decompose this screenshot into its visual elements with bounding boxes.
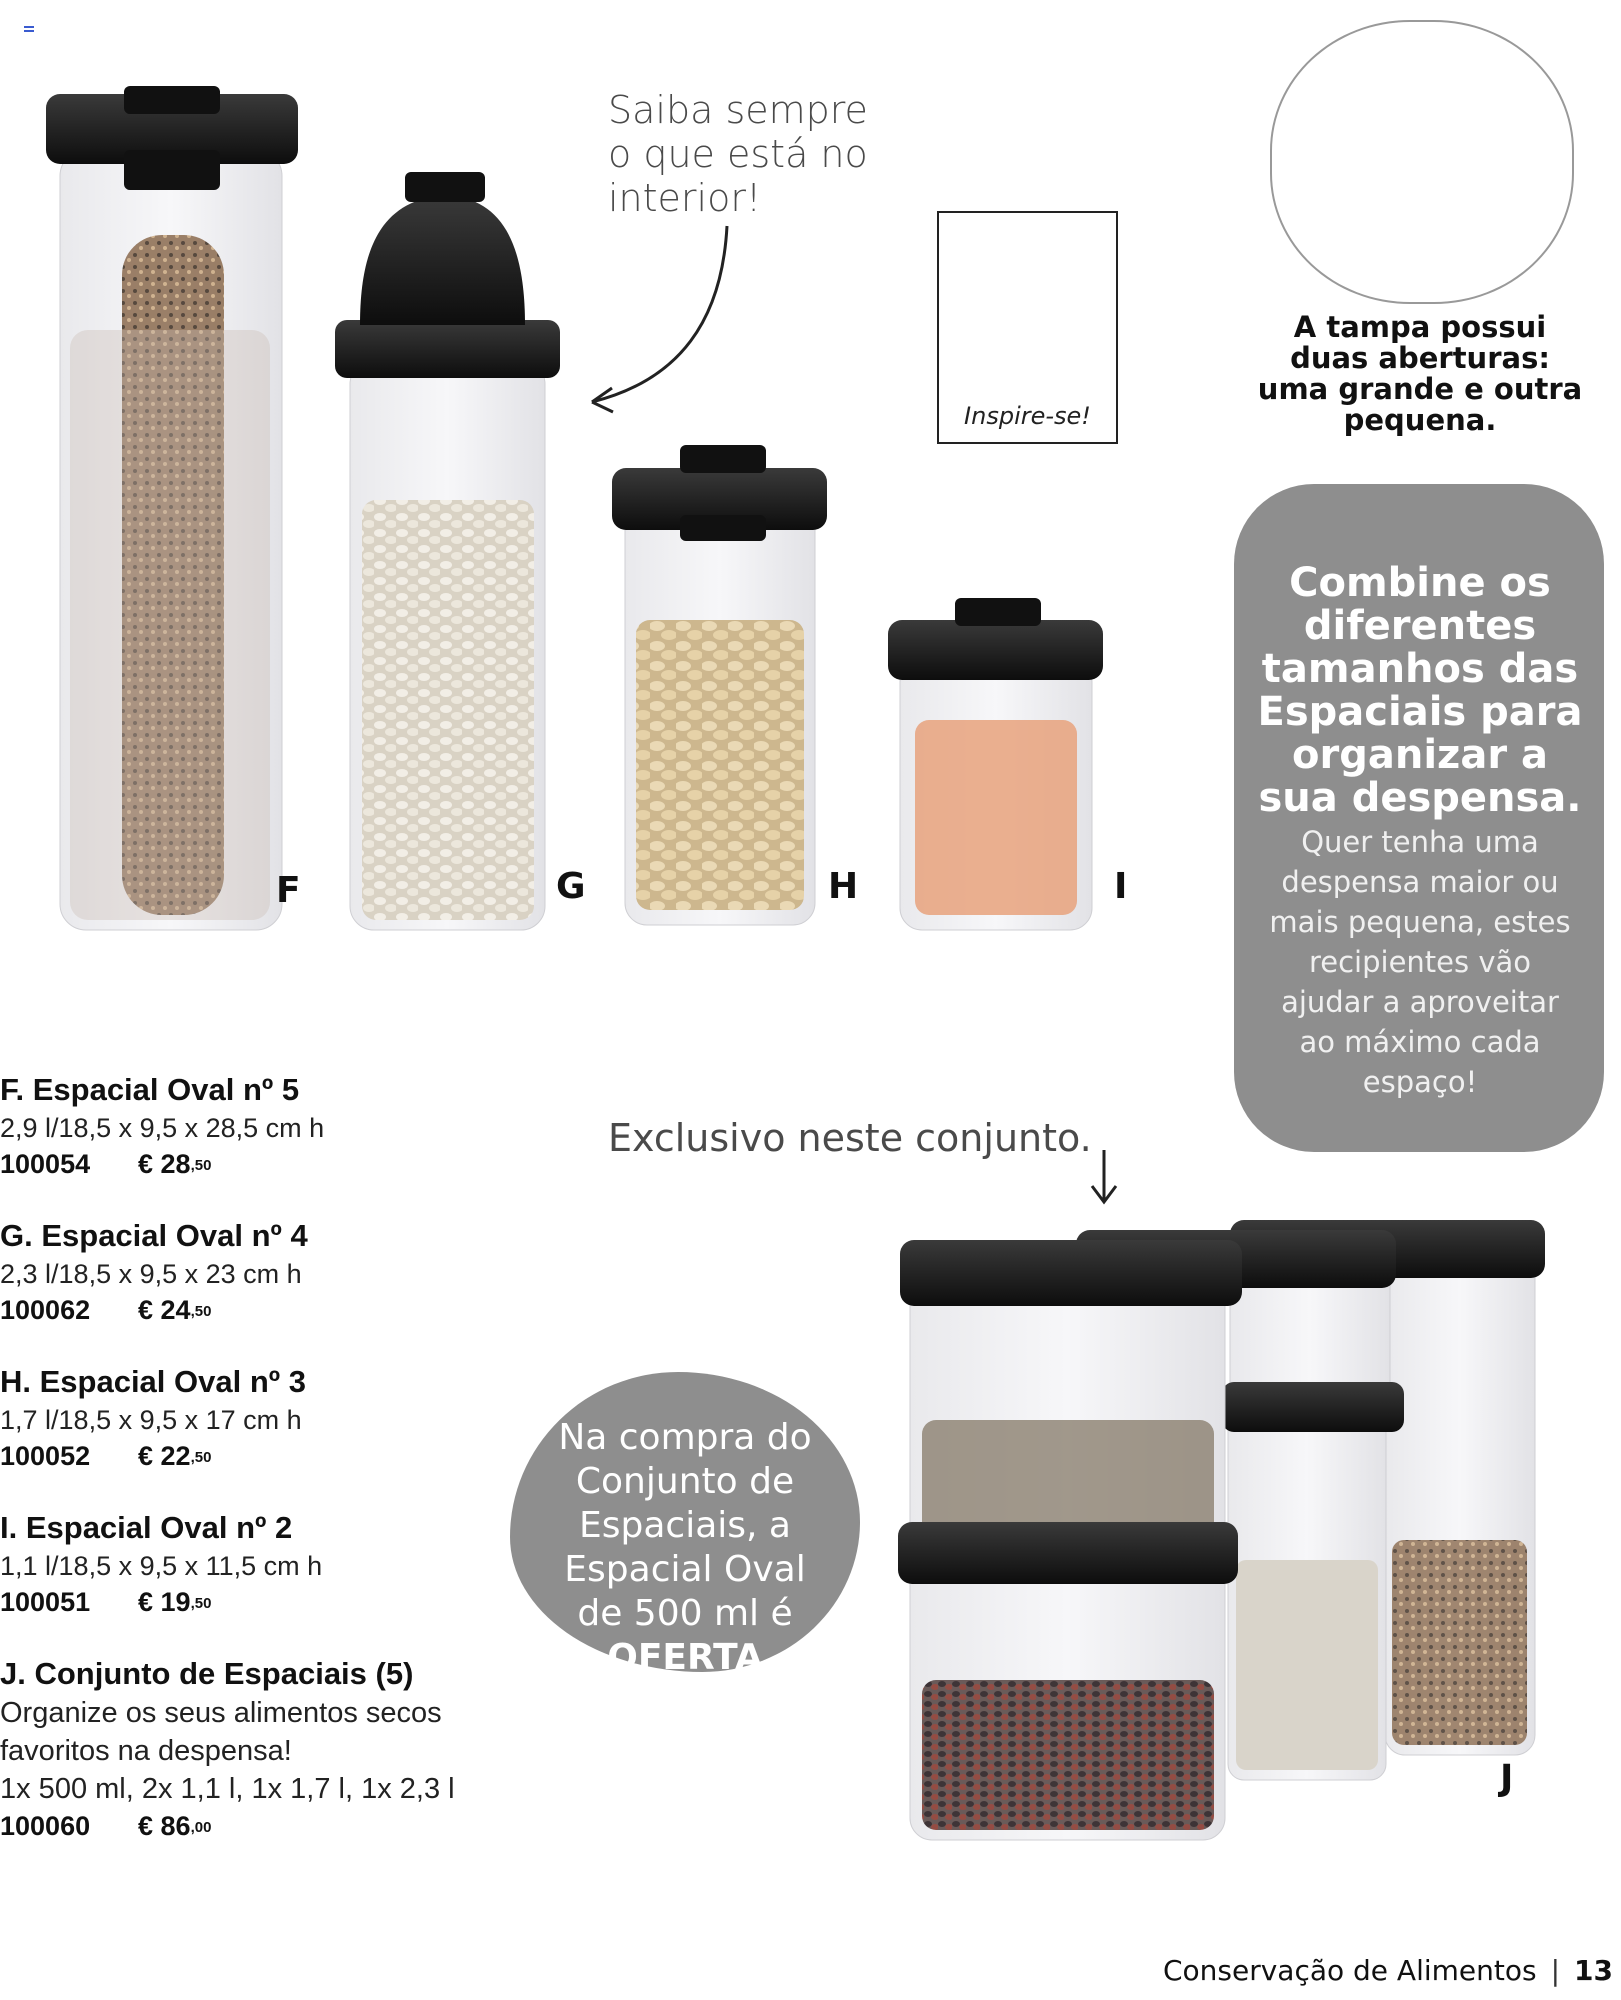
- page-footer: [1101, 1940, 1621, 2000]
- product-f: [0, 1070, 560, 1182]
- product-code: 100060: [0, 1811, 91, 1841]
- product-price: € 22: [138, 1441, 191, 1471]
- lid-caption: A tampa possui duas aberturas: uma grande e outra pequena.: [1257, 310, 1583, 437]
- container-set-j: [898, 1220, 1545, 1840]
- product-price-cents: ,50: [190, 1595, 212, 1612]
- product-dimensions: 1,1 l/18,5 x 9,5 x 11,5 cm h: [0, 1551, 323, 1581]
- product-description: favoritos na despensa!: [0, 1735, 292, 1767]
- offer-text: Na compra do Conjunto de Espaciais, a Espacial Oval de 500 ml é OFERTA: [520, 1416, 850, 1680]
- product-price-row: [0, 1146, 560, 1182]
- product-price-row: [0, 1438, 560, 1474]
- product-j: [0, 1654, 560, 1844]
- product-h: [0, 1362, 560, 1474]
- container-g: [335, 172, 560, 930]
- product-code: 100051: [0, 1587, 91, 1617]
- container-i: [888, 598, 1103, 930]
- container-f: [46, 86, 298, 930]
- product-price-row: [0, 1292, 560, 1328]
- product-title: F. Espacial Oval nº 5: [0, 1072, 300, 1107]
- product-code: 100054: [0, 1149, 91, 1179]
- product-price: € 86: [138, 1811, 191, 1841]
- product-title: G. Espacial Oval nº 4: [0, 1218, 308, 1253]
- product-price: € 24: [138, 1295, 191, 1325]
- product-price-cents: ,50: [190, 1303, 212, 1320]
- container-h: [612, 445, 827, 925]
- label-f: F: [276, 870, 301, 911]
- label-h: H: [828, 866, 859, 907]
- product-title: H. Espacial Oval nº 3: [0, 1364, 306, 1399]
- product-dimensions: 2,3 l/18,5 x 9,5 x 23 cm h: [0, 1259, 302, 1289]
- product-code: 100062: [0, 1295, 91, 1325]
- product-description: Organize os seus alimentos secos: [0, 1697, 442, 1729]
- product-price-cents: ,50: [190, 1449, 212, 1466]
- product-code: 100052: [0, 1441, 91, 1471]
- product-i: [0, 1508, 560, 1620]
- product-dimensions: 2,9 l/18,5 x 9,5 x 28,5 cm h: [0, 1113, 325, 1143]
- offer-badge: OFERTA: [607, 1637, 763, 1678]
- qr-card[interactable]: [937, 211, 1118, 444]
- product-price: € 28: [138, 1149, 191, 1179]
- product-price-row: [0, 1584, 560, 1620]
- qr-caption: Inspire-se!: [964, 402, 1091, 430]
- combine-heading: Combine os diferentes tamanhos das Espaciais para organizar a sua despensa.: [1257, 560, 1583, 821]
- product-price-cents: ,00: [190, 1819, 212, 1836]
- product-dimensions: 1,7 l/18,5 x 9,5 x 17 cm h: [0, 1405, 302, 1435]
- product-price: € 19: [138, 1587, 191, 1617]
- product-price-cents: ,50: [190, 1157, 212, 1174]
- product-title: I. Espacial Oval nº 2: [0, 1510, 293, 1545]
- product-list: [0, 1070, 560, 1878]
- label-i: I: [1114, 866, 1128, 907]
- product-title: J. Conjunto de Espaciais (5): [0, 1656, 414, 1691]
- exclusive-note: Exclusivo neste conjunto.: [608, 1116, 1092, 1160]
- product-g: [0, 1216, 560, 1328]
- label-g: G: [556, 866, 586, 907]
- page-number: 13: [1574, 1953, 1613, 1987]
- combine-body: Quer tenha uma despensa maior ou mais pequena, estes recipientes vão ajudar a aproveitar ao máximo cada espaço!: [1269, 825, 1571, 1099]
- lid-detail-frame: [1270, 20, 1574, 304]
- footer-separator: |: [1550, 1953, 1561, 1987]
- product-price-row: [0, 1808, 560, 1844]
- label-j: J: [1500, 1758, 1514, 1799]
- product-dimensions: 1x 500 ml, 2x 1,1 l, 1x 1,7 l, 1x 2,3 l: [0, 1773, 455, 1805]
- footer-section: Conservação de Alimentos: [1162, 1953, 1537, 1987]
- inside-note: Saiba sempre o que está no interior!: [608, 88, 868, 220]
